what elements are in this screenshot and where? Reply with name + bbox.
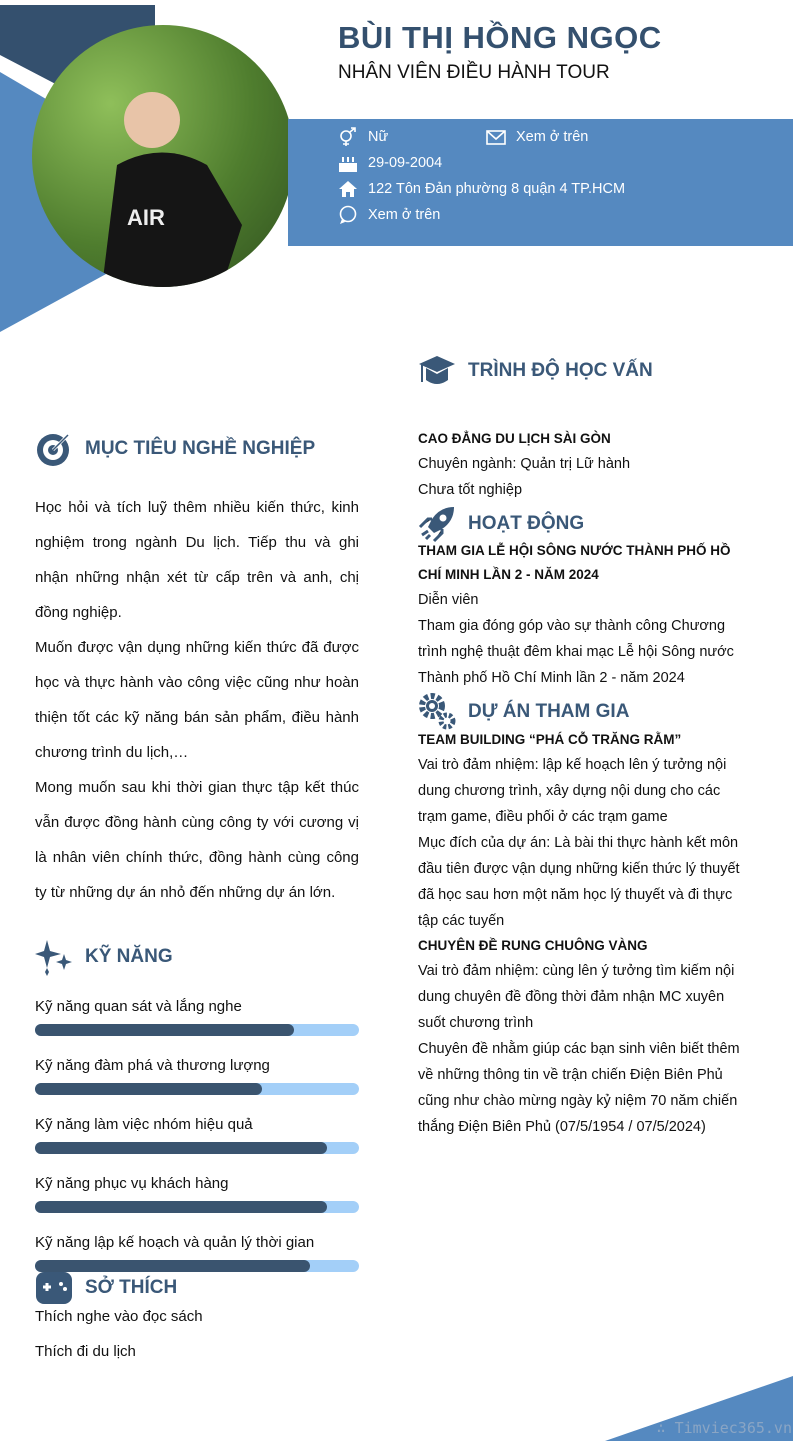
svg-text:AIR: AIR <box>127 205 165 230</box>
hobby-item: Thích đi du lịch <box>35 1343 136 1360</box>
home-icon <box>338 179 358 199</box>
objective-heading: MỤC TIÊU NGHỀ NGHIỆP <box>35 430 315 468</box>
skill-name: Kỹ năng làm việc nhóm hiệu quả <box>35 1116 253 1133</box>
skill-bar-fill <box>35 1201 327 1213</box>
skill-bar <box>35 1142 359 1154</box>
skills-heading: KỸ NĂNG <box>35 938 173 976</box>
projects-block <box>418 728 753 1140</box>
hobby-item: Thích nghe vào đọc sách <box>35 1308 203 1325</box>
graduation-cap-icon <box>418 352 456 390</box>
hobbies-heading: SỞ THÍCH <box>35 1269 177 1307</box>
education-block: CAO ĐẲNG DU LỊCH SÀI GÒN Chuyên ngành: Quản trị Lữ hành Chưa tốt nghiệp <box>418 431 631 498</box>
rocket-icon <box>418 505 456 543</box>
target-icon <box>35 430 73 468</box>
sparkles-icon <box>35 938 73 976</box>
project-name: TEAM BUILDING “PHÁ CỖ TRĂNG RẰM” <box>418 732 682 747</box>
education-heading: TRÌNH ĐỘ HỌC VẤN <box>418 352 653 390</box>
skill-bar <box>35 1083 359 1095</box>
skill-bar-fill <box>35 1024 294 1036</box>
profile-photo <box>32 25 294 287</box>
project-line: Mục đích của dự án: Là bài thi thực hành kết môn đầu tiên được vận dụng những kiến thức lý thuyết đã học sau hơn một năm học lý thuyết và đi thực tập các tuyến <box>418 835 740 929</box>
birthday-row: 29-09-2004 <box>338 153 442 173</box>
skill-bar-fill <box>35 1083 262 1095</box>
job-title: NHÂN VIÊN ĐIỀU HÀNH TOUR <box>338 62 610 83</box>
gender-row: Nữ <box>338 127 388 147</box>
watermark: ∴ Timviec365.vn <box>656 1419 792 1437</box>
email-icon <box>486 127 506 147</box>
project-line: Chuyên đề nhằm giúp các bạn sinh viên biết thêm về những thông tin về trận chiến Điện Biên Phủ cũng như chào mừng ngày kỷ niệm 70 năm chiến thắng Điện Biên Phủ (07/5/1954 / 07/5/2024) <box>418 1041 740 1135</box>
gender-icon <box>338 127 358 147</box>
skill-bar <box>35 1024 359 1036</box>
projects-heading: DỰ ÁN THAM GIA <box>418 693 629 731</box>
activities-block: THAM GIA LỄ HỘI SÔNG NƯỚC THÀNH PHỐ HỒ CHÍ MINH LẦN 2 - NĂM 2024 Diễn viên Tham gia đóng góp vào sự thành công Chương trình nghệ thuật đêm khai mạc Lễ hội Sông nước Thành phố Hồ Chí Minh lần 2 - năm 2024 <box>418 543 734 686</box>
project-line: Vai trò đảm nhiệm: lập kế hoạch lên ý tưởng nội dung chương trình, xây dựng nội dung cho các trạm game, điều phối ở các trạm game <box>418 757 727 825</box>
project-line: Vai trò đảm nhiệm: cùng lên ý tưởng tìm kiếm nội dung chuyên đề đồng thời đảm nhận MC xuyên suốt chương trình <box>418 963 735 1031</box>
candidate-name: BÙI THỊ HỒNG NGỌC <box>338 20 662 55</box>
skill-bar <box>35 1201 359 1213</box>
phone-row: Xem ở trên <box>338 205 440 225</box>
skill-name: Kỹ năng lập kế hoạch và quản lý thời gian <box>35 1234 315 1251</box>
skills-list <box>35 998 359 1293</box>
hobbies-list <box>35 1299 359 1369</box>
skill-name: Kỹ năng đàm phá và thương lượng <box>35 1057 270 1074</box>
gears-icon <box>418 693 456 731</box>
birthday-cake-icon <box>338 153 358 173</box>
whatsapp-icon <box>338 205 358 225</box>
activities-heading: HOẠT ĐỘNG <box>418 505 584 543</box>
skill-name: Kỹ năng quan sát và lắng nghe <box>35 998 242 1015</box>
project-name: CHUYÊN ĐỀ RUNG CHUÔNG VÀNG <box>418 938 648 953</box>
skill-bar-fill <box>35 1142 327 1154</box>
email-row: Xem ở trên <box>486 127 588 147</box>
skill-name: Kỹ năng phục vụ khách hàng <box>35 1175 229 1192</box>
address-row: 122 Tôn Đản phường 8 quận 4 TP.HCM <box>338 179 625 199</box>
objective-text: Học hỏi và tích luỹ thêm nhiều kiến thức, kinh nghiệm trong ngành Du lịch. Tiếp thu và ghi nhận những nhận xét từ cấp trên và anh, chị đồng nghiệp. Muốn được vận dụng những kiến thức đã được học và thực hành vào công việc cũng như hoàn thiện tốt các kỹ năng bán sản phẩm, điều hành chương trình du lịch,… Mong muốn sau khi thời gian thực tập kết thúc vẫn được đồng hành cùng công ty với cương vị là nhân viên chính thức, đồng hành cùng công ty từ những dự án nhỏ đến những dự án lớn. <box>35 499 359 901</box>
